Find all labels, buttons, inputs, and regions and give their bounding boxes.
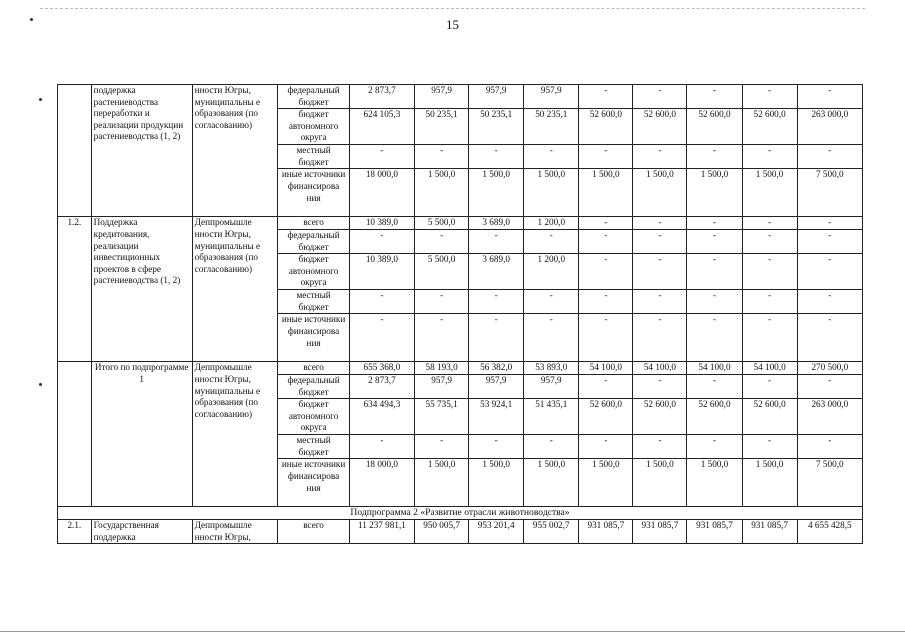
amount-cell: -: [687, 435, 742, 459]
amount-cell: 1 500,0: [687, 169, 742, 217]
amount-cell: 58 193,0: [415, 362, 469, 375]
amount-cell: 1 500,0: [415, 169, 469, 217]
funding-source: всего: [278, 519, 349, 543]
amount-cell: 2 873,7: [349, 85, 414, 109]
amount-cell: 52 600,0: [579, 109, 633, 145]
row-number: 2.1.: [58, 519, 92, 543]
measure-name: поддержка растениеводства переработки и реализации продукции растениеводства (1, 2): [91, 85, 192, 217]
amount-cell: -: [349, 435, 414, 459]
amount-cell: -: [415, 229, 469, 253]
financing-table: [57, 84, 863, 544]
amount-cell: -: [524, 435, 579, 459]
amount-cell: 1 500,0: [524, 169, 579, 217]
amount-cell: -: [469, 145, 524, 169]
row-number: 1.2.: [58, 217, 92, 362]
funding-source: иные источники финансирова ния: [278, 314, 349, 362]
amount-cell: 50 235,1: [469, 109, 524, 145]
amount-cell: 931 085,7: [687, 519, 742, 543]
page-number: 15: [446, 17, 459, 32]
amount-cell: 56 382,0: [469, 362, 524, 375]
amount-cell: 1 500,0: [742, 459, 797, 507]
amount-cell: -: [742, 374, 797, 398]
amount-cell: 1 500,0: [633, 459, 687, 507]
amount-cell: -: [579, 314, 633, 362]
funding-source: иные источники финансирова ния: [278, 169, 349, 217]
amount-cell: 957,9: [524, 85, 579, 109]
subprogram-header-row: [58, 507, 863, 520]
amount-cell: 1 500,0: [469, 169, 524, 217]
amount-cell: -: [524, 290, 579, 314]
amount-cell: 263 000,0: [797, 399, 862, 435]
amount-cell: 52 600,0: [633, 399, 687, 435]
amount-cell: -: [797, 217, 862, 230]
amount-cell: -: [579, 85, 633, 109]
margin-dot: [30, 18, 33, 21]
amount-cell: 955 002,7: [524, 519, 579, 543]
funding-source: бюджет автономного округа: [278, 399, 349, 435]
funding-source: федеральный бюджет: [278, 85, 349, 109]
amount-cell: -: [469, 435, 524, 459]
executor: Деппромышле нности Югры, муниципальны е образования (по согласованию): [192, 217, 278, 362]
amount-cell: -: [579, 254, 633, 290]
amount-cell: 5 500,0: [415, 217, 469, 230]
table-body: [58, 85, 863, 544]
amount-cell: 54 100,0: [579, 362, 633, 375]
funding-source: местный бюджет: [278, 435, 349, 459]
amount-cell: -: [579, 374, 633, 398]
amount-cell: 1 500,0: [579, 169, 633, 217]
amount-cell: -: [797, 229, 862, 253]
amount-cell: -: [633, 314, 687, 362]
amount-cell: -: [687, 374, 742, 398]
amount-cell: -: [349, 290, 414, 314]
amount-cell: 2 873,7: [349, 374, 414, 398]
funding-source: местный бюджет: [278, 145, 349, 169]
table-row: [58, 85, 863, 109]
amount-cell: -: [687, 314, 742, 362]
amount-cell: 52 600,0: [687, 109, 742, 145]
amount-cell: 55 735,1: [415, 399, 469, 435]
amount-cell: -: [349, 314, 414, 362]
amount-cell: 1 500,0: [687, 459, 742, 507]
amount-cell: 50 235,1: [524, 109, 579, 145]
amount-cell: 624 105,3: [349, 109, 414, 145]
margin-dot: [39, 383, 42, 386]
amount-cell: 53 893,0: [524, 362, 579, 375]
amount-cell: -: [469, 229, 524, 253]
table-row: [58, 217, 863, 230]
amount-cell: -: [349, 145, 414, 169]
amount-cell: -: [579, 217, 633, 230]
amount-cell: 3 689,0: [469, 217, 524, 230]
amount-cell: 11 237 981,1: [349, 519, 414, 543]
scan-edge-bottom: [0, 631, 905, 632]
amount-cell: -: [633, 217, 687, 230]
amount-cell: -: [524, 145, 579, 169]
amount-cell: -: [633, 229, 687, 253]
amount-cell: 4 655 428,5: [797, 519, 862, 543]
executor: Деппромышле нности Югры,: [192, 519, 278, 543]
amount-cell: 52 600,0: [579, 399, 633, 435]
margin-dot: [39, 98, 42, 101]
amount-cell: 52 600,0: [633, 109, 687, 145]
measure-name: Государственная поддержка: [91, 519, 192, 543]
amount-cell: 7 500,0: [797, 459, 862, 507]
amount-cell: -: [415, 314, 469, 362]
amount-cell: 957,9: [469, 85, 524, 109]
amount-cell: -: [633, 290, 687, 314]
amount-cell: 1 500,0: [469, 459, 524, 507]
row-number: [58, 85, 92, 217]
amount-cell: -: [524, 314, 579, 362]
amount-cell: -: [415, 145, 469, 169]
amount-cell: 54 100,0: [633, 362, 687, 375]
amount-cell: 10 389,0: [349, 217, 414, 230]
amount-cell: -: [469, 314, 524, 362]
amount-cell: -: [742, 435, 797, 459]
amount-cell: 10 389,0: [349, 254, 414, 290]
amount-cell: 931 085,7: [742, 519, 797, 543]
amount-cell: 931 085,7: [579, 519, 633, 543]
funding-source: бюджет автономного округа: [278, 254, 349, 290]
table-row: [58, 519, 863, 543]
amount-cell: 1 500,0: [579, 459, 633, 507]
measure-name: Поддержка кредитования, реализации инвестиционных проектов в сфере растениеводства (1, 2): [91, 217, 192, 362]
amount-cell: 52 600,0: [742, 399, 797, 435]
amount-cell: -: [797, 290, 862, 314]
executor: нности Югры, муниципальны е образования (по согласованию): [192, 85, 278, 217]
amount-cell: 1 200,0: [524, 217, 579, 230]
amount-cell: 957,9: [524, 374, 579, 398]
amount-cell: 263 000,0: [797, 109, 862, 145]
amount-cell: -: [579, 229, 633, 253]
amount-cell: -: [687, 85, 742, 109]
amount-cell: -: [415, 290, 469, 314]
amount-cell: 634 494,3: [349, 399, 414, 435]
amount-cell: -: [797, 435, 862, 459]
amount-cell: -: [742, 85, 797, 109]
amount-cell: -: [633, 374, 687, 398]
funding-source: всего: [278, 362, 349, 375]
amount-cell: 957,9: [415, 374, 469, 398]
amount-cell: -: [633, 145, 687, 169]
funding-source: федеральный бюджет: [278, 229, 349, 253]
funding-source: местный бюджет: [278, 290, 349, 314]
amount-cell: 3 689,0: [469, 254, 524, 290]
amount-cell: -: [633, 85, 687, 109]
amount-cell: 54 100,0: [742, 362, 797, 375]
amount-cell: -: [797, 314, 862, 362]
amount-cell: 52 600,0: [742, 109, 797, 145]
amount-cell: -: [797, 85, 862, 109]
amount-cell: -: [797, 254, 862, 290]
amount-cell: 655 368,0: [349, 362, 414, 375]
amount-cell: -: [633, 254, 687, 290]
amount-cell: -: [742, 314, 797, 362]
amount-cell: 1 500,0: [633, 169, 687, 217]
amount-cell: 1 500,0: [415, 459, 469, 507]
amount-cell: -: [469, 290, 524, 314]
amount-cell: 18 000,0: [349, 169, 414, 217]
amount-cell: 52 600,0: [687, 399, 742, 435]
amount-cell: 1 500,0: [524, 459, 579, 507]
funding-source: иные источники финансирова ния: [278, 459, 349, 507]
amount-cell: 1 500,0: [742, 169, 797, 217]
amount-cell: -: [579, 435, 633, 459]
amount-cell: -: [797, 374, 862, 398]
amount-cell: -: [633, 435, 687, 459]
amount-cell: -: [579, 290, 633, 314]
amount-cell: -: [742, 145, 797, 169]
measure-name: Итого по подпрограмме 1: [91, 362, 192, 507]
amount-cell: 950 005,7: [415, 519, 469, 543]
amount-cell: 5 500,0: [415, 254, 469, 290]
executor: Деппромышле нности Югры, муниципальны е образования (по согласованию): [192, 362, 278, 507]
amount-cell: -: [797, 145, 862, 169]
amount-cell: -: [742, 290, 797, 314]
amount-cell: 51 435,1: [524, 399, 579, 435]
amount-cell: 931 085,7: [633, 519, 687, 543]
amount-cell: -: [524, 229, 579, 253]
amount-cell: 957,9: [415, 85, 469, 109]
amount-cell: 18 000,0: [349, 459, 414, 507]
amount-cell: -: [687, 254, 742, 290]
row-number: [58, 362, 92, 507]
amount-cell: -: [579, 145, 633, 169]
amount-cell: 50 235,1: [415, 109, 469, 145]
amount-cell: 957,9: [469, 374, 524, 398]
subprogram-title: Подпрограмма 2 «Развитие отрасли животноводства»: [58, 507, 863, 520]
amount-cell: 53 924,1: [469, 399, 524, 435]
amount-cell: 1 200,0: [524, 254, 579, 290]
amount-cell: -: [687, 145, 742, 169]
amount-cell: 54 100,0: [687, 362, 742, 375]
amount-cell: -: [415, 435, 469, 459]
amount-cell: -: [349, 229, 414, 253]
amount-cell: -: [687, 290, 742, 314]
scan-edge-top: [40, 8, 865, 9]
amount-cell: -: [742, 229, 797, 253]
amount-cell: -: [687, 217, 742, 230]
table-row: [58, 362, 863, 375]
amount-cell: 7 500,0: [797, 169, 862, 217]
amount-cell: -: [742, 217, 797, 230]
funding-source: всего: [278, 217, 349, 230]
amount-cell: -: [687, 229, 742, 253]
amount-cell: 953 201,4: [469, 519, 524, 543]
amount-cell: 270 500,0: [797, 362, 862, 375]
funding-source: федеральный бюджет: [278, 374, 349, 398]
funding-source: бюджет автономного округа: [278, 109, 349, 145]
amount-cell: -: [742, 254, 797, 290]
